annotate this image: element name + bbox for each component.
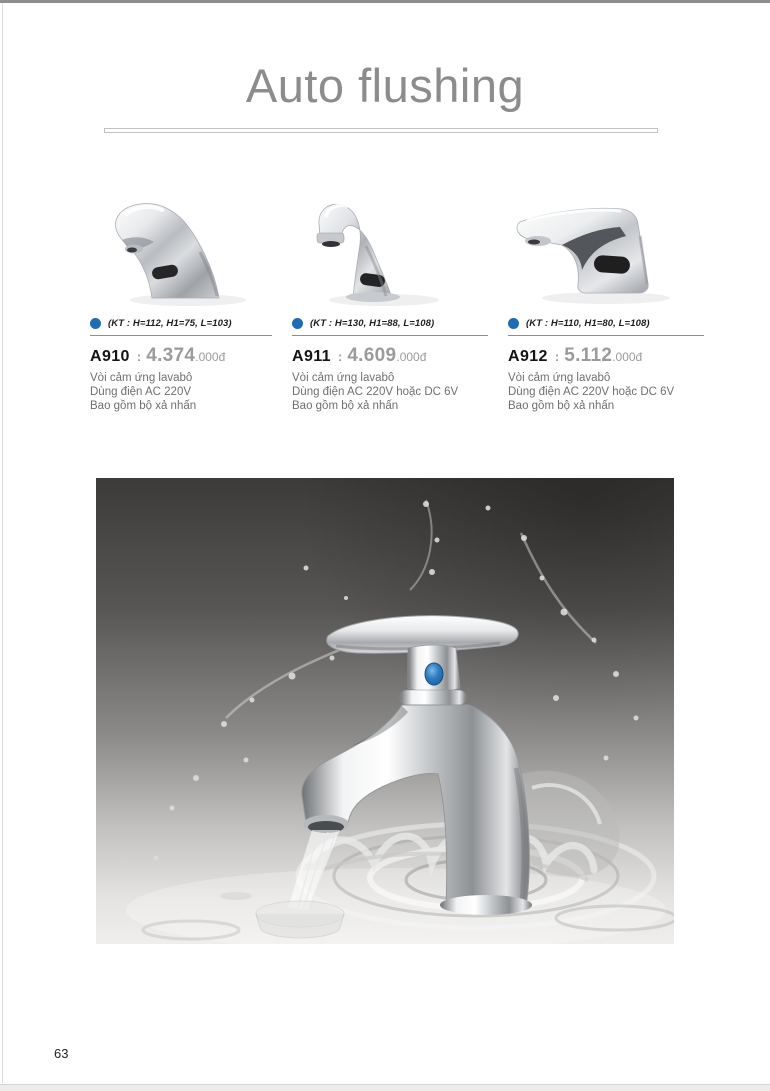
product-code: A910 <box>90 348 130 365</box>
faucet-a910-image <box>92 192 262 310</box>
description-line: Dùng điện AC 220V hoặc DC 6V <box>508 386 675 398</box>
product-name-line <box>508 345 704 367</box>
description-line: Bao gồm bộ xả nhấn <box>90 400 197 412</box>
spec-bullet-icon <box>90 318 101 329</box>
page-title: Auto flushing <box>245 59 525 112</box>
product-price: 4.374 <box>146 345 196 366</box>
page-top-border <box>0 0 770 3</box>
product-card-a911 <box>292 318 488 413</box>
spec-line <box>90 318 272 336</box>
product-description <box>292 371 488 413</box>
description-line: Vòi cảm ứng lavabô <box>292 372 395 384</box>
product-price: 5.112 <box>564 345 613 366</box>
product-dimensions: (KT : H=130, H1=88, L=108) <box>310 318 435 329</box>
product-name-line <box>292 345 488 367</box>
spec-line <box>292 318 488 336</box>
product-code: A911 <box>292 348 331 365</box>
spec-bullet-icon <box>508 318 519 329</box>
product-price: 4.609 <box>347 345 397 366</box>
price-separator: : <box>337 349 343 364</box>
description-line: Vòi cảm ứng lavabô <box>90 372 193 384</box>
page-bottom-border <box>0 1084 770 1091</box>
product-dimensions: (KT : H=112, H1=75, L=103) <box>108 318 232 329</box>
product-description <box>90 371 272 413</box>
page-number: 63 <box>54 1046 69 1061</box>
description-line: Vòi cảm ứng lavabô <box>508 372 611 384</box>
title-divider <box>104 128 658 133</box>
description-line: Dùng điện AC 220V <box>90 386 192 398</box>
description-line: Bao gồm bộ xả nhấn <box>292 400 399 412</box>
spec-bullet-icon <box>292 318 303 329</box>
faucet-a911-image <box>296 186 461 310</box>
spec-line <box>508 318 704 336</box>
product-card-a912 <box>508 318 704 413</box>
price-separator: : <box>554 349 560 364</box>
product-name-line <box>90 345 272 367</box>
description-line: Bao gồm bộ xả nhấn <box>508 400 615 412</box>
product-description <box>508 371 704 413</box>
product-price-suffix: .000đ <box>396 350 427 364</box>
product-price-suffix: .000đ <box>195 350 226 364</box>
product-dimensions: (KT : H=110, H1=80, L=108) <box>526 318 650 329</box>
page-left-border <box>2 3 3 1083</box>
description-line: Dùng điện AC 220V hoặc DC 6V <box>292 386 459 398</box>
price-separator: : <box>136 349 142 364</box>
product-price-suffix: .000đ <box>612 350 643 364</box>
faucet-a912-image <box>498 186 698 308</box>
product-code: A912 <box>508 348 548 365</box>
hero-faucet-splash-image <box>96 478 674 944</box>
product-card-a910 <box>90 318 272 413</box>
